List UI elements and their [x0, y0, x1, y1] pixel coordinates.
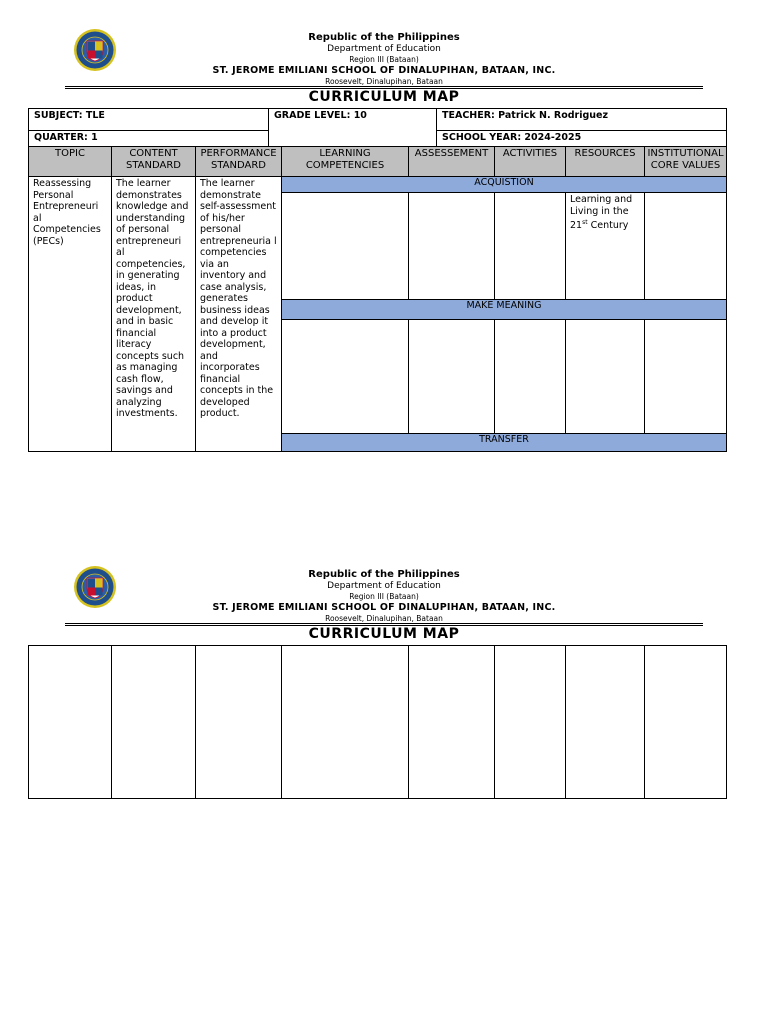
col-header-performance-standard: PERFORMANCE STANDARD — [195, 146, 282, 177]
quarter-field: QUARTER: 1 — [28, 130, 269, 147]
col-header-topic: TOPIC — [28, 146, 112, 177]
acq-competencies-cell — [281, 192, 409, 300]
acq-core-values-cell — [644, 192, 727, 300]
col-header-learning-competencies: LEARNING COMPETENCIES — [281, 146, 409, 177]
school-address: Roosevelt, Dinalupihan, Bataan — [325, 77, 443, 86]
topic-cell: Reassessing Personal Entrepreneuri al Competencies (PECs) — [28, 176, 112, 452]
acq-resources-cell — [565, 192, 645, 300]
p2-assessment-cell — [408, 645, 495, 799]
department-line: Department of Education — [327, 44, 441, 54]
region-line: Region III (Bataan) — [349, 55, 419, 64]
letterhead — [0, 32, 768, 87]
acq-assessment-cell — [408, 192, 495, 300]
col-header-assessment: ASSESSEMENT — [408, 146, 495, 177]
band-make-meaning: MAKE MEANING — [281, 299, 727, 320]
resources-ordinal: st — [582, 219, 588, 226]
p2-resources-cell — [565, 645, 645, 799]
col-header-core-values: INSTITUTIONAL CORE VALUES — [644, 146, 727, 177]
band-acquisition: ACQUISTION — [281, 176, 727, 193]
resources-text: Learning and Living in the 21 — [570, 194, 633, 232]
mm-activities-cell — [494, 319, 566, 434]
school-year-field: SCHOOL YEAR: 2024-2025 — [436, 130, 727, 147]
col-header-activities: ACTIVITIES — [494, 146, 566, 177]
mm-core-values-cell — [644, 319, 727, 434]
p2-performance-standard-cell — [195, 645, 282, 799]
performance-standard-cell: The learner demonstrate self-assessment of his/her personal entrepreneuria l competencies via an inventory and case analysis, generates business ideas and develop it into a product development, and incorporates financial concepts in the developed product. — [195, 176, 282, 452]
school-name: ST. JEROME EMILIANI SCHOOL OF DINALUPIHAN, BATAAN, INC. — [212, 65, 556, 76]
col-header-resources: RESOURCES — [565, 146, 645, 177]
subject-field: SUBJECT: TLE — [28, 108, 269, 131]
p2-core-values-cell — [644, 645, 727, 799]
school-name: ST. JEROME EMILIANI SCHOOL OF DINALUPIHAN, BATAAN, INC. — [212, 602, 556, 613]
page-title-2: CURRICULUM MAP — [308, 626, 460, 642]
p2-activities-cell — [494, 645, 566, 799]
content-standard-cell: The learner demonstrates knowledge and understanding of personal entrepreneuri al competencies, in generating ideas, in product development, and in basic financial literacy concepts such as managing cash flow, savings and analyzing investments. — [111, 176, 196, 452]
republic-line: Republic of the Philippines — [308, 569, 460, 580]
department-line: Department of Education — [327, 581, 441, 591]
col-header-content-standard: CONTENT STANDARD — [111, 146, 196, 177]
p2-content-standard-cell — [111, 645, 196, 799]
p2-topic-cell — [28, 645, 112, 799]
band-transfer: TRANSFER — [281, 433, 727, 452]
mm-competencies-cell — [281, 319, 409, 434]
mm-resources-cell — [565, 319, 645, 434]
teacher-field: TEACHER: Patrick N. Rodriguez — [436, 108, 727, 131]
mm-assessment-cell — [408, 319, 495, 434]
grade-level-field: GRADE LEVEL: 10 — [268, 108, 437, 147]
letterhead-page-2 — [0, 569, 768, 624]
resources-text-tail: Century — [587, 220, 629, 232]
acq-activities-cell — [494, 192, 566, 300]
republic-line: Republic of the Philippines — [308, 32, 460, 43]
page-title: CURRICULUM MAP — [308, 89, 460, 105]
p2-competencies-cell — [281, 645, 409, 799]
region-line: Region III (Bataan) — [349, 592, 419, 601]
school-address: Roosevelt, Dinalupihan, Bataan — [325, 614, 443, 623]
